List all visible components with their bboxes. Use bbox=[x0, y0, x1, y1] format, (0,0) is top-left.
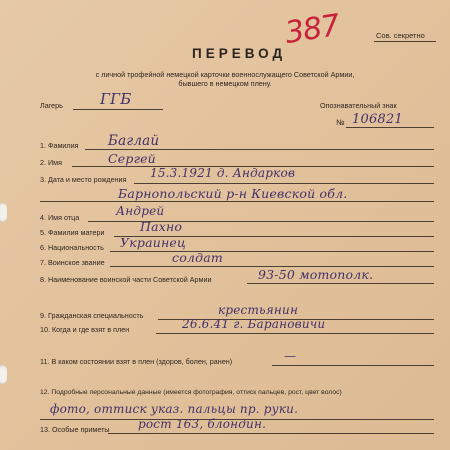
field-capture-label: 10. Когда и где взят в плен bbox=[40, 325, 130, 334]
field-rank-label: 7. Воинское звание bbox=[40, 258, 105, 267]
field-condition-value: — bbox=[284, 349, 297, 363]
binder-hole bbox=[0, 203, 7, 222]
camp-value: ГГБ bbox=[100, 90, 132, 108]
document-subtitle: бывшего в немецком плену. bbox=[178, 79, 272, 88]
field-condition-label: 11. В каком состоянии взят в плен (здоров, болен, ранен) bbox=[40, 357, 233, 366]
field-father-label: 4. Имя отца bbox=[40, 213, 80, 222]
camp-underline bbox=[73, 109, 163, 110]
field-birth-value-1: 15.3.1921 д. Андарков bbox=[150, 166, 296, 180]
field-marks-value: рост 163, блондин. bbox=[138, 417, 267, 431]
field-unit-value: 93-50 мотополк. bbox=[258, 267, 374, 282]
document-title: ПЕРЕВОД bbox=[192, 46, 287, 61]
badge-number-sign: № bbox=[336, 118, 345, 127]
field-mother-value: Пахно bbox=[140, 219, 183, 234]
field-surname-underline bbox=[85, 149, 434, 150]
field-capture-value: 26.6.41 г. Барановичи bbox=[182, 317, 326, 331]
binder-hole bbox=[0, 365, 7, 384]
badge-underline bbox=[346, 127, 434, 128]
field-profession-label: 9. Гражданская специальность bbox=[40, 311, 144, 320]
field-name-value: Сергей bbox=[108, 151, 156, 166]
field-capture-underline bbox=[156, 333, 434, 334]
field-rank-value: солдат bbox=[172, 250, 223, 265]
badge-label: Опознавательный знак bbox=[320, 101, 397, 110]
archive-number: 387 bbox=[282, 7, 342, 52]
field-father-value: Андрей bbox=[116, 204, 165, 218]
field-nationality-label: 6. Национальность bbox=[40, 243, 104, 252]
field-unit-label: 8. Наименование воинской части Советской Армии bbox=[40, 275, 212, 284]
document-subtitle: с личной трофейной немецкой карточки военнослужащего Советской Армии, bbox=[95, 70, 355, 79]
field-mother-label: 5. Фамилия матери bbox=[40, 228, 105, 237]
field-name-label: 2. Имя bbox=[40, 158, 62, 167]
field-profession-value: крестьянин bbox=[218, 303, 299, 317]
field-nationality-value: Украинец bbox=[120, 235, 186, 250]
field-marks-label: 13. Особые приметы bbox=[40, 425, 110, 434]
field-unit-underline bbox=[247, 283, 434, 284]
field-birth-label: 3. Дата и место рождения bbox=[40, 175, 127, 184]
field-marks-underline bbox=[108, 433, 434, 434]
badge-value: 106821 bbox=[352, 112, 403, 127]
field-details-value: фото, оттиск указ. пальцы пр. руки. bbox=[50, 402, 299, 416]
field-condition-underline bbox=[272, 365, 434, 366]
field-birth-underline-2 bbox=[40, 201, 434, 202]
field-nationality-underline bbox=[110, 251, 434, 252]
field-birth-underline bbox=[134, 183, 434, 184]
field-details-label: 12. Подробные персональные данные (имеется фотография, оттиск пальцев, рост, цвет волос) bbox=[40, 389, 342, 396]
camp-label: Лагерь bbox=[40, 101, 63, 110]
field-surname-label: 1. Фамилия bbox=[40, 141, 79, 150]
field-birth-value-2: Барнопольский р-н Киевской обл. bbox=[118, 186, 348, 201]
classification-stamp: Сов. секретно bbox=[376, 31, 425, 40]
field-surname-value: Баглай bbox=[108, 133, 160, 149]
classification-underline bbox=[374, 41, 436, 42]
